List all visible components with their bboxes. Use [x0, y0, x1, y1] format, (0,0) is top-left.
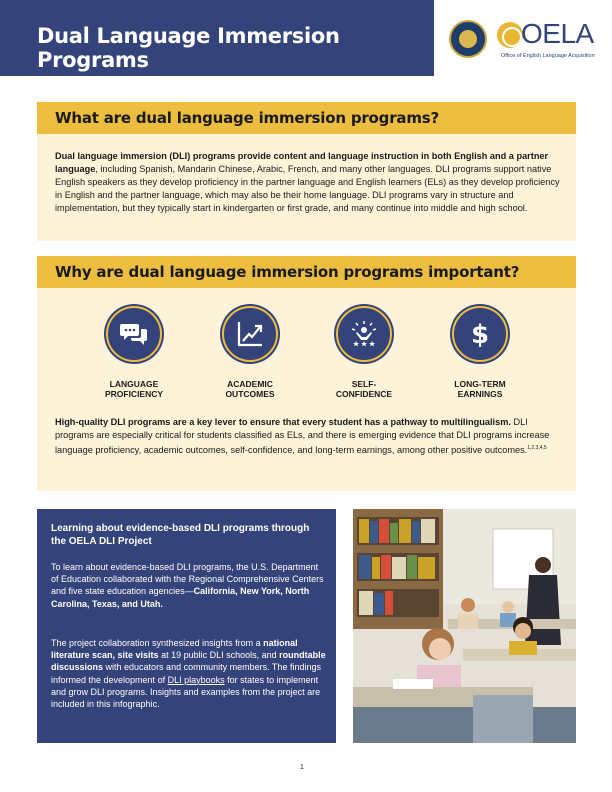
- project-title: Learning about evidence-based DLI programs through the OELA DLI Project: [51, 523, 310, 547]
- why-heading: Why are dual language immersion programs important?: [55, 263, 520, 281]
- growth-chart-icon: [222, 306, 278, 362]
- dli-playbooks-link[interactable]: DLI playbooks: [167, 674, 225, 685]
- project-scan: national literature scan, site visits: [51, 638, 298, 661]
- benefit-label: LONG-TERM EARNINGS: [454, 379, 506, 399]
- project-paragraph-1: [51, 561, 326, 610]
- project-p2-text-d: for states to implement and grow DLI programs. Insights and examples from the project are included in this infographic.: [51, 674, 321, 710]
- what-body: , including Spanish, Mandarin Chinese, Arabic, French, and many other languages. DLI programs support native English speakers as they develop proficiency in the partner language and English learners (ELs) as they develop proficiency in English and the partner language, which may also be their home language. DLI programs vary in structure and implementation, but they typically start in kindergarten or first grade, and many continue into middle and high school.: [55, 164, 560, 213]
- page-number: 1: [300, 764, 304, 771]
- why-lead: High-quality DLI programs are a key lever to ensure that every student has a pathway to multilingualism.: [55, 417, 511, 427]
- project-p2-text-c: with educators and community members. The findings informed the development of: [51, 662, 321, 685]
- what-paragraph: [55, 150, 560, 215]
- project-p2-text-b: at 19 public DLI schools, and: [158, 650, 280, 661]
- project-p1-text: To learn about evidence-based DLI programs, the U.S. Department of Education collaborated with the Regional Comprehensive Centers and five state education agencies—: [51, 562, 324, 597]
- classroom-photo: [353, 509, 576, 743]
- project-paragraph-2: [51, 637, 326, 710]
- benefit-label: SELF- CONFIDENCE: [335, 379, 393, 399]
- what-heading: What are dual language immersion programs?: [55, 109, 439, 127]
- project-roundtable: roundtable discussions: [51, 650, 326, 673]
- dollar-sign-icon: [452, 306, 508, 362]
- why-paragraph: [55, 416, 560, 457]
- speech-bubbles-icon: [106, 306, 162, 362]
- benefit-label: LANGUAGE PROFICIENCY: [104, 379, 164, 399]
- project-states: California, New York, North Carolina, Texas, and Utah.: [51, 586, 310, 609]
- why-body: DLI programs are especially critical for students classified as ELs, and there is emerging evidence that DLI programs increase language proficiency, academic outcomes, self-confidence, and long-term earnings, among other positive outcomes.: [55, 417, 550, 456]
- header-band: [0, 0, 434, 76]
- what-section-header: [37, 102, 576, 134]
- svg-text:$: $: [470, 320, 490, 348]
- oela-logo-subtitle: Office of English Language Acquisition: [501, 53, 595, 59]
- what-lead: Dual language immersion (DLI) programs provide content and language instruction in both English and a partner language: [55, 151, 549, 174]
- why-section-body: [37, 288, 576, 491]
- benefit-long-term-earnings: [425, 306, 535, 399]
- star-person-icon: [336, 306, 392, 362]
- project-p2-text-a: The project collaboration synthesized insights from a: [51, 638, 264, 648]
- project-callout: [37, 509, 336, 743]
- what-section-body: [37, 134, 576, 241]
- oela-logo-text: OELA: [521, 18, 594, 49]
- benefit-language-proficiency: [79, 306, 189, 399]
- footnote-refs: 1,2,3,4,5: [527, 445, 547, 451]
- department-seal-icon: [449, 20, 487, 58]
- oela-logo: [497, 18, 595, 62]
- benefit-self-confidence: [309, 306, 419, 399]
- why-section-header: [37, 256, 576, 288]
- benefit-academic-outcomes: [195, 306, 305, 399]
- page-title: Dual Language Immersion Programs: [37, 24, 340, 72]
- benefit-label: ACADEMIC OUTCOMES: [225, 379, 275, 399]
- globe-icon: [497, 22, 523, 48]
